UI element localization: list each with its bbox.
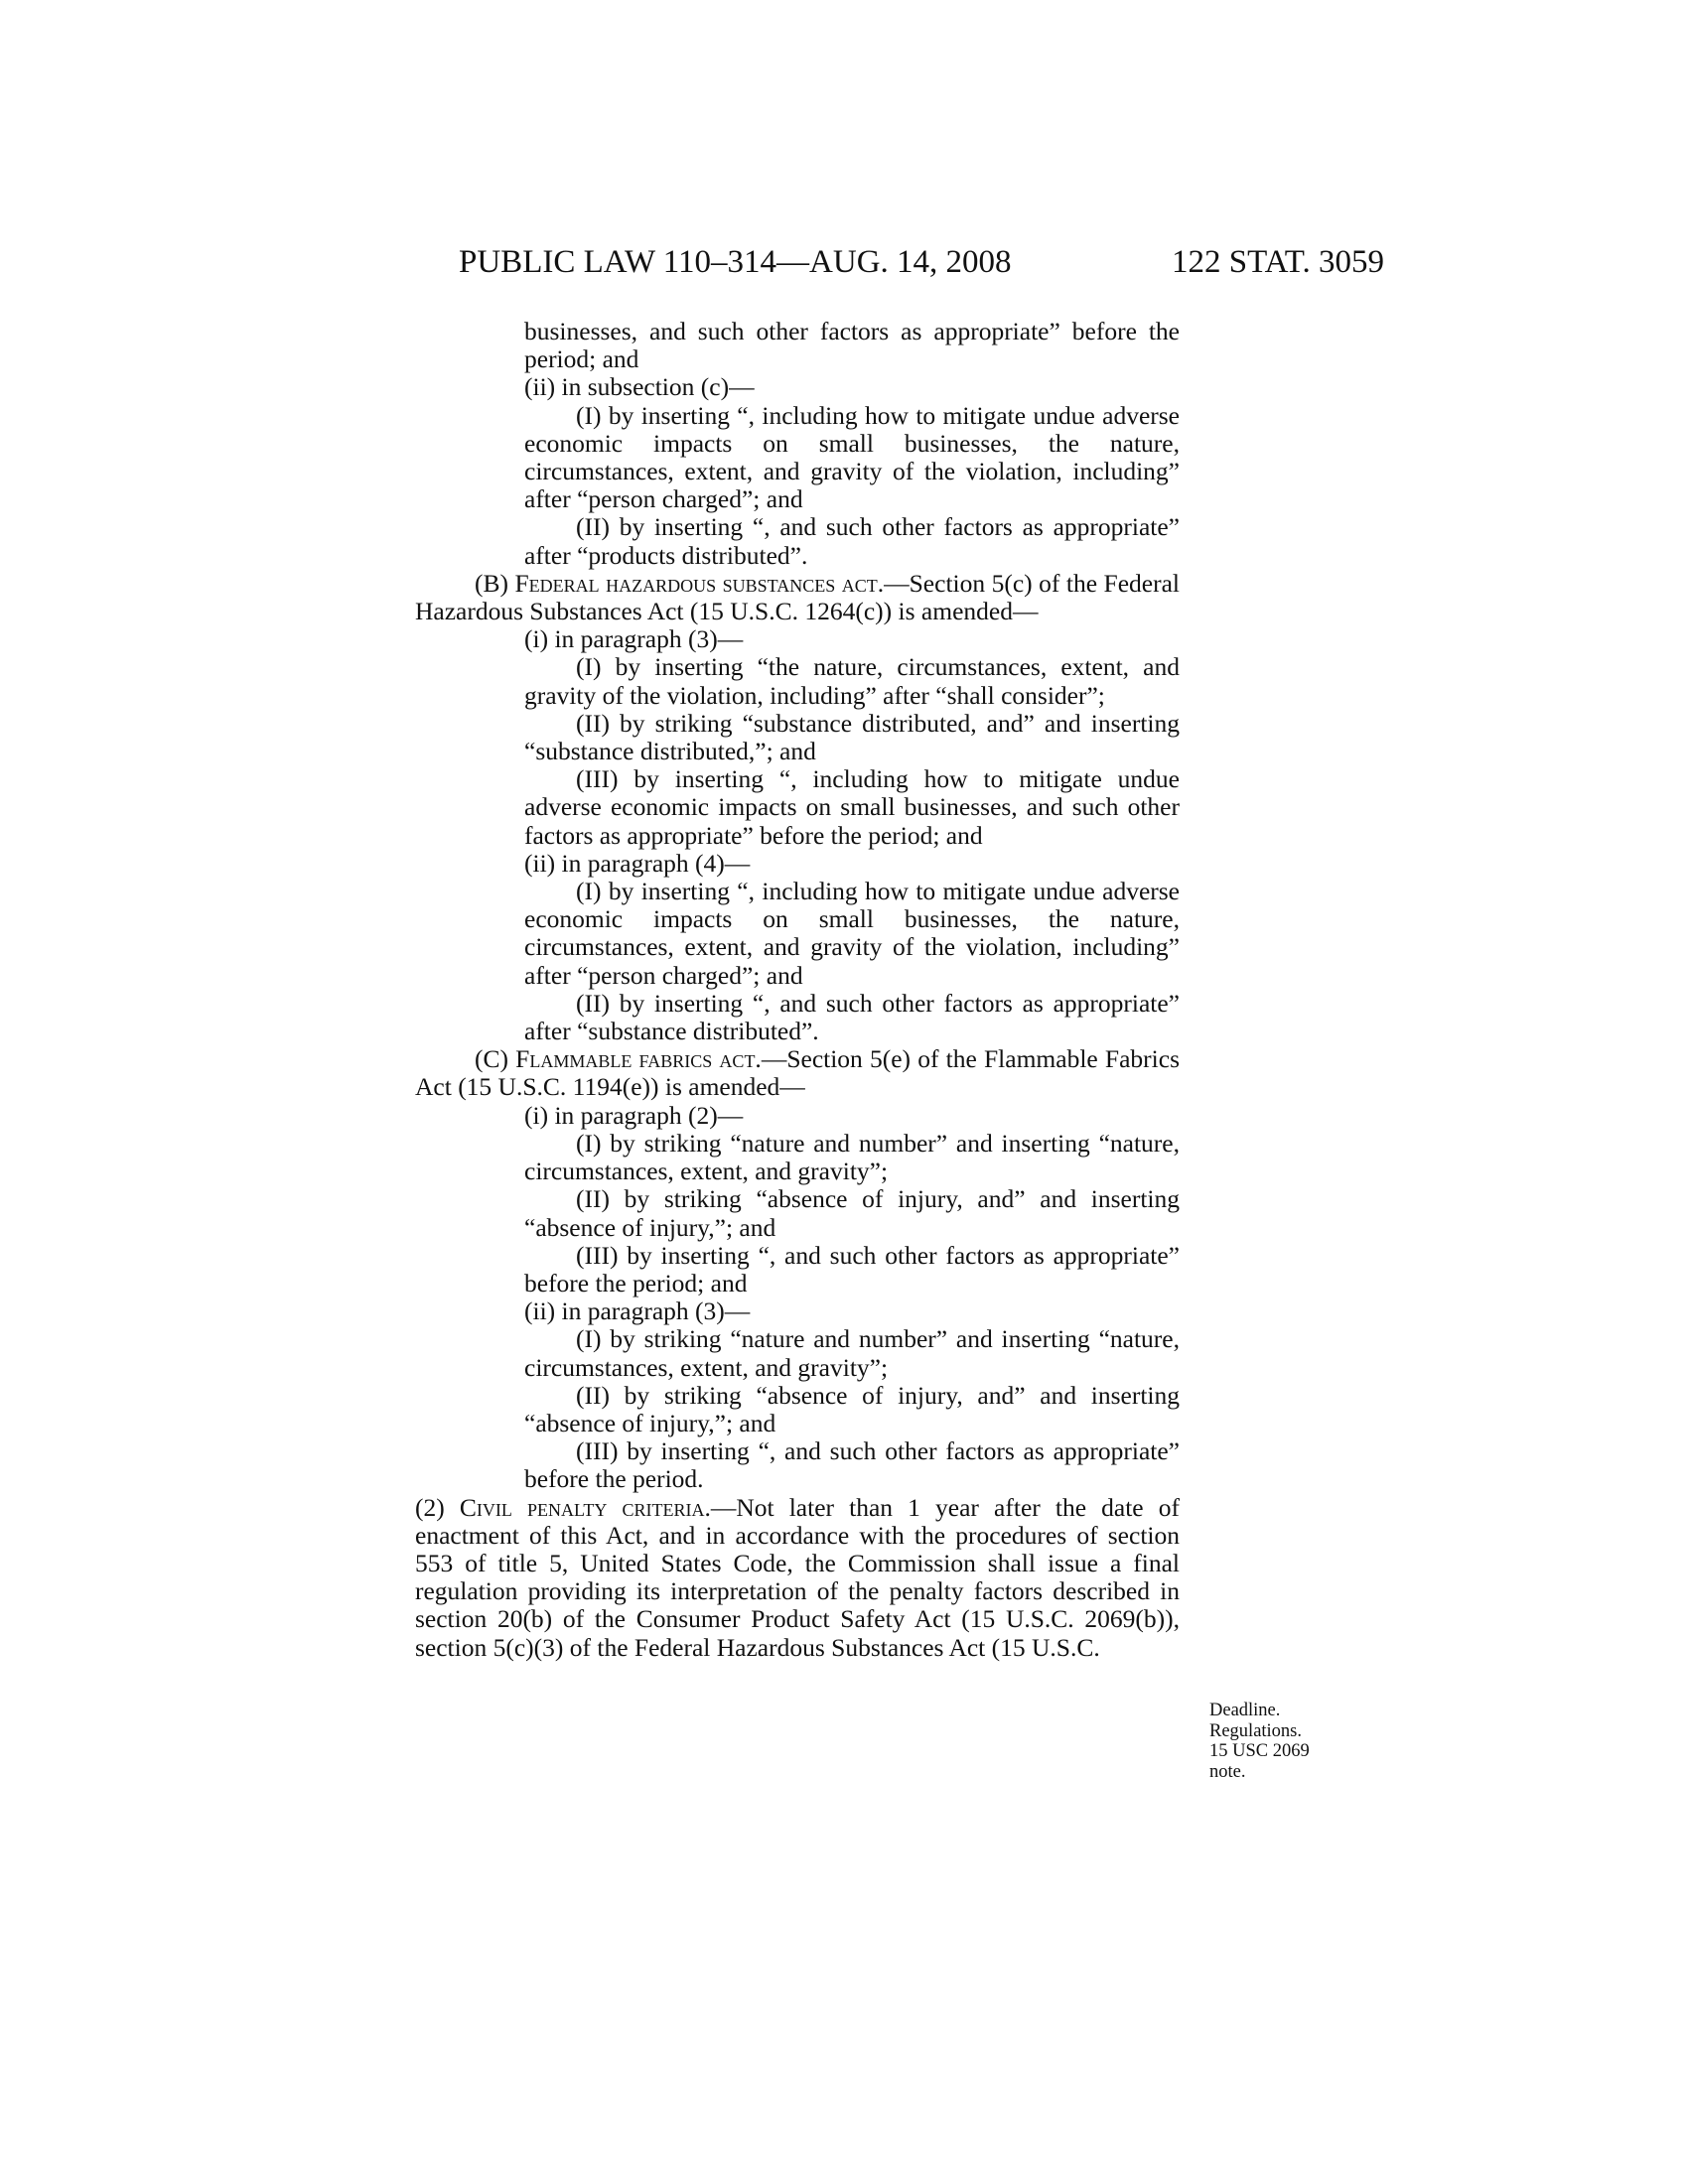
clause-i-paragraph-2: (i) in paragraph (2)—: [524, 1100, 744, 1130]
subclause-I: (I) by inserting “, including how to mitigate undue adverse economic impacts on small businesses, the nature, circumstances, extent, and gravity of the violation, including” after “person charged”; and: [524, 877, 1180, 990]
public-law-citation: PUBLIC LAW 110–314—AUG. 14, 2008: [459, 244, 1012, 280]
paragraph-2-text: —Not later than 1 year after the date of enactment of this Act, and in accordance with the procedures of section 553 of title 5, United States Code, the Commission shall issue a final regulation providing its interpretation of the penalty factors described in section 20(b) of the Consumer Product Safety Act (15 U.S.C. 2069(b)), section 5(c)(3) of the Federal Hazardous Substances Act (15 U.S.C.: [415, 1492, 1180, 1662]
subclause-III: (III) by inserting “, including how to mitigate undue adverse economic impacts on small businesses, and such other factors as appropriate” before the period; and: [524, 764, 1180, 850]
margin-note: [1209, 1701, 1338, 1782]
subclause-III: (III) by inserting “, and such other factors as appropriate” before the period.: [524, 1436, 1180, 1494]
subparagraph-C-text: —Section 5(e) of the Flammable Fabrics Act (15 U.S.C. 1194(e)) is amended—: [415, 1044, 1180, 1102]
subclause-I: (I) by striking “nature and number” and inserting “nature, circumstances, extent, and gravity”;: [524, 1128, 1180, 1186]
margin-note-usc-citation: 15 USC 2069: [1209, 1741, 1310, 1761]
margin-note-regulations: Regulations.: [1209, 1720, 1303, 1741]
paragraph-2-civil-penalty-criteria: [415, 1494, 1180, 1662]
clause-ii-paragraph-3: (ii) in paragraph (3)—: [524, 1297, 751, 1326]
margin-note-note: note.: [1209, 1761, 1246, 1782]
running-header: [459, 244, 1384, 284]
margin-note-deadline: Deadline.: [1209, 1701, 1281, 1720]
statute-text: [415, 318, 1180, 1662]
subclause-I: (I) by striking “nature and number” and inserting “nature, circumstances, extent, and gravity”;: [524, 1324, 1180, 1382]
clause-i-paragraph-3: (i) in paragraph (3)—: [524, 624, 744, 654]
paragraph-2-heading: (2) Civil penalty criteria.: [415, 1492, 711, 1522]
subclause-II: (II) by inserting “, and such other factors as appropriate” after “substance distributed”.: [524, 988, 1180, 1046]
clause-ii-subsection-c: (ii) in subsection (c)—: [524, 372, 755, 402]
subclause-II: (II) by inserting “, and such other factors as appropriate” after “products distributed”.: [524, 512, 1180, 570]
clause-ii-paragraph-4: (ii) in paragraph (4)—: [524, 848, 751, 878]
subclause-III: (III) by inserting “, and such other factors as appropriate” before the period; and: [524, 1240, 1180, 1297]
subclause-I: (I) by inserting “, including how to mitigate undue adverse economic impacts on small businesses, the nature, circumstances, extent, and gravity of the violation, including” after “person charged”; and: [524, 400, 1180, 514]
subclause-II: (II) by striking “absence of injury, and” and inserting “absence of injury,”; and: [524, 1184, 1180, 1242]
subparagraph-C-heading: (C) Flammable fabrics act.: [475, 1044, 762, 1074]
subclause-I: (I) by inserting “the nature, circumstances, extent, and gravity of the violation, including” after “shall consider”;: [524, 652, 1180, 710]
subparagraph-B: [415, 570, 1180, 625]
subclause-II: (II) by striking “absence of injury, and” and inserting “absence of injury,”; and: [524, 1380, 1180, 1437]
subclause-II: (II) by striking “substance distributed, and” and inserting “substance distributed,”; and: [524, 708, 1180, 766]
subparagraph-B-text: —Section 5(c) of the Federal Hazardous Substances Act (15 U.S.C. 1264(c)) is amended—: [415, 568, 1180, 626]
subparagraph-B-heading: (B) Federal hazardous substances act.: [475, 568, 885, 598]
subparagraph-C: [415, 1045, 1180, 1101]
statute-page-number: 122 STAT. 3059: [1171, 244, 1384, 280]
clause-continuation: businesses, and such other factors as appropriate” before the period; and: [524, 317, 1180, 374]
